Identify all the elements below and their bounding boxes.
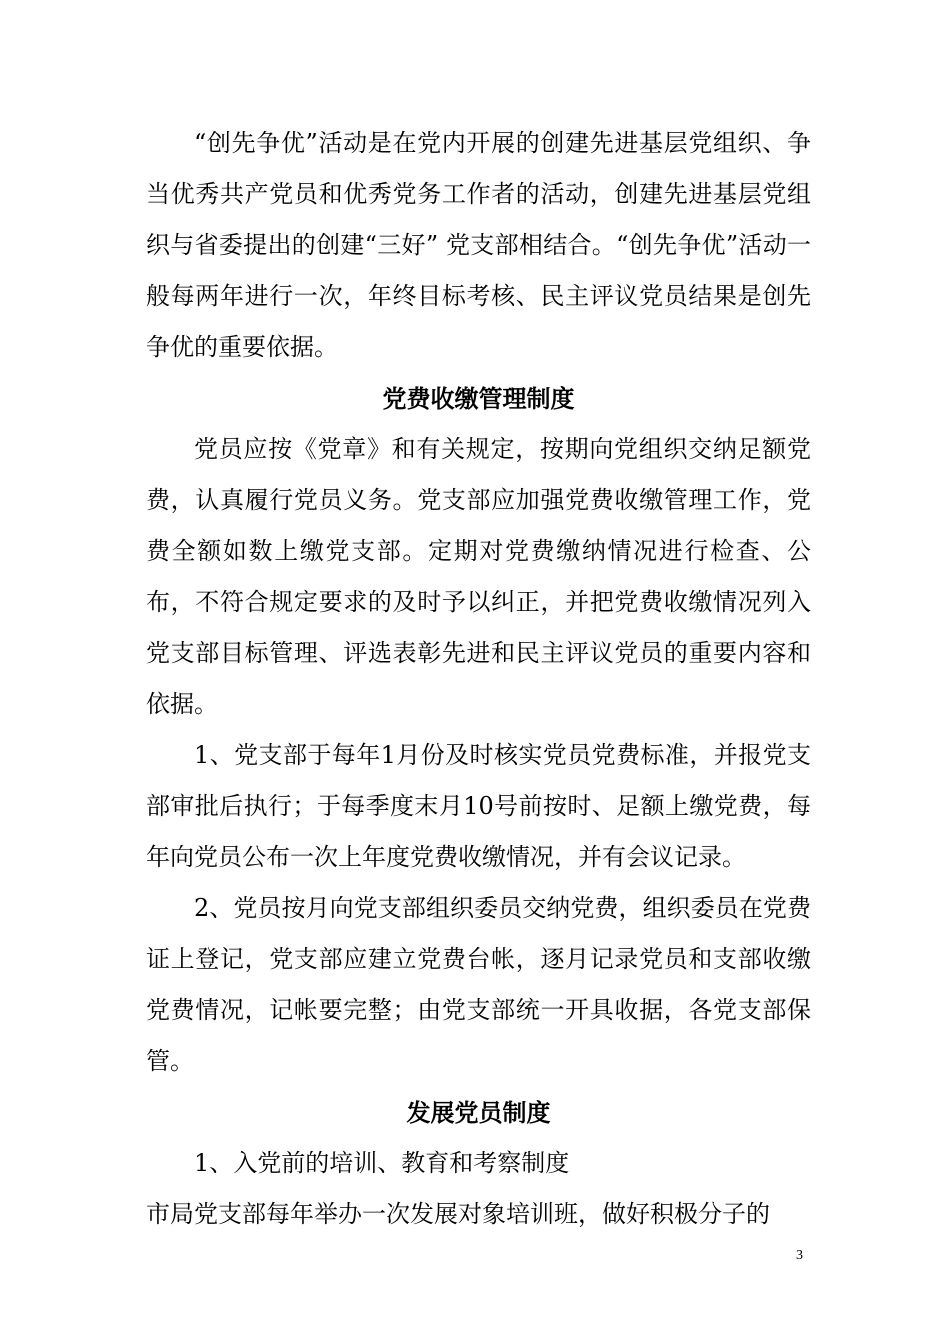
heading-party-dues-management: 党费收缴管理制度 <box>382 384 575 413</box>
page-number: 3 <box>796 1248 803 1263</box>
paragraph-party-dues-overview: 党员应按《党章》和有关规定，按期向党组织交纳足额党费，认真履行党员义务。党支部应加强党费收缴管理工作，党费全额如数上缴党支部。定期对党费缴纳情况进行检查、公布，不符合规定要求的及时予以纠正，并把党费收缴情况列入党支部目标管理、评选表彰先进和民主评议党员的重要内容和依据。 <box>146 435 811 718</box>
heading-member-development: 发展党员制度 <box>406 1098 551 1127</box>
paragraph-chuangxian-zhengyou: “创先争优”活动是在党内开展的创建先进基层党组织、争当优秀共产党员和优秀党务工作者的活动，创建先进基层党组织与省委提出的创建“三好” 党支部相结合。“创先争优”活动一般每两年进行一次，年终目标考核、民主评议党员结果是创先争优的重要依据。 <box>146 129 811 361</box>
document-page <box>146 118 811 1240</box>
paragraph-party-dues-item-2: 2、党员按月向党支部组织委员交纳党费，组织委员在党费证上登记，党支部应建立党费台帐，逐月记录党员和支部收缴党费情况，记帐要完整；由党支部统一开具收据，各党支部保管。 <box>146 894 811 1075</box>
paragraph-party-dues-item-1: 1、党支部于每年1月份及时核实党员党费标准，并报党支部审批后执行；于每季度末月10号前按时、足额上缴党费，每年向党员公布一次上年度党费收缴情况，并有会议记录。 <box>146 741 811 871</box>
paragraph-training-class: 市局党支部每年举办一次发展对象培训班，做好积极分子的 <box>146 1200 770 1228</box>
paragraph-development-item-1: 1、入党前的培训、教育和考察制度 <box>194 1149 570 1177</box>
